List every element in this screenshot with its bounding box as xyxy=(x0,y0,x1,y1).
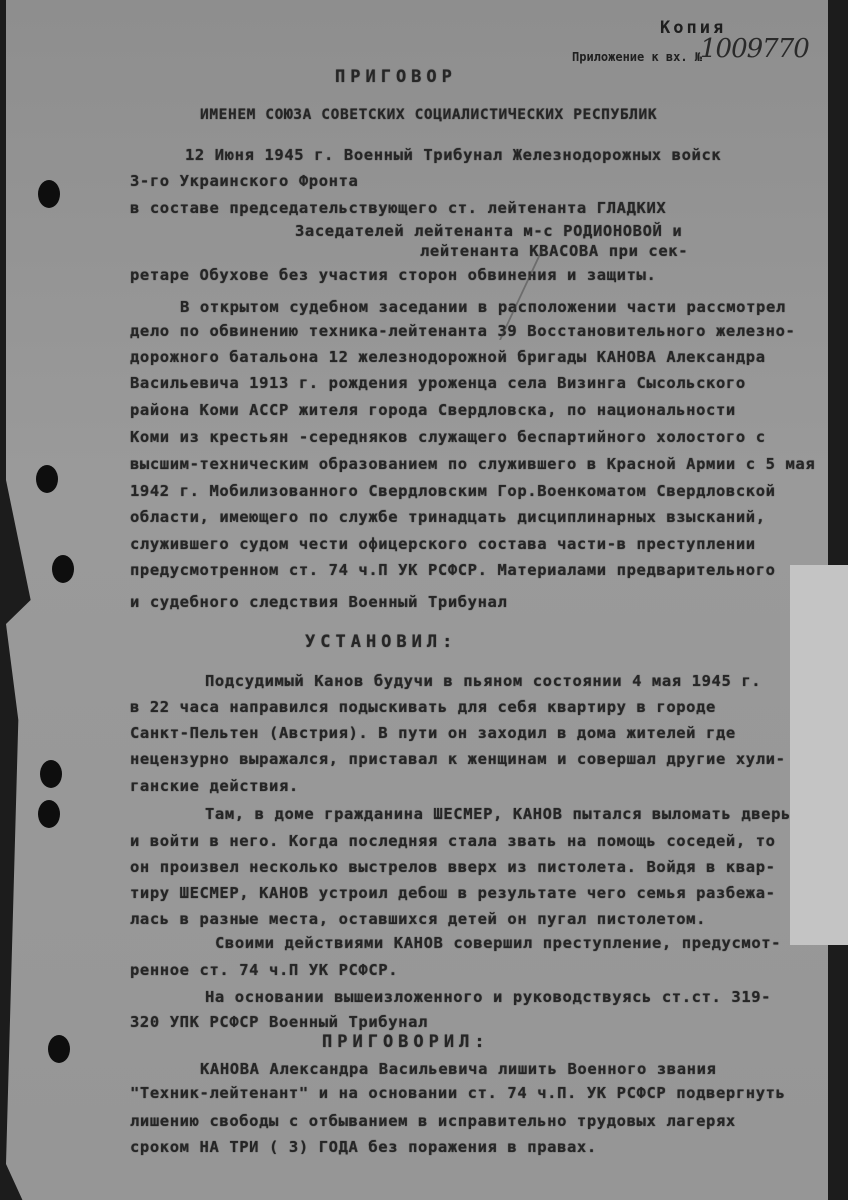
punch-hole xyxy=(48,1035,70,1063)
registration-stamp: Приложение к вх. № xyxy=(572,50,703,64)
text-line: В открытом судебном заседании в расположении части рассмотрел xyxy=(180,298,786,316)
text-line: 320 УПК РСФСР Военный Трибунал xyxy=(130,1013,428,1031)
punch-hole xyxy=(36,465,58,493)
text-line: служившего судом чести офицерского состава части-в преступлении xyxy=(130,535,756,553)
punch-hole xyxy=(52,555,74,583)
text-line: дело по обвинению техника-лейтенанта 39 Восстановительного железно- xyxy=(130,322,796,340)
text-line: "Техник-лейтенант" и на основании ст. 74 ч.П. УК РСФСР подвергнуть xyxy=(130,1084,786,1102)
text-line: 3-го Украинского Фронта xyxy=(130,172,359,190)
text-line: ретаре Обухове без участия сторон обвинения и защиты. xyxy=(130,266,657,284)
text-line: он произвел несколько выстрелов вверх из пистолета. Войдя в квар- xyxy=(130,858,776,876)
document-title: ПРИГОВОР xyxy=(335,67,457,87)
punch-hole xyxy=(38,180,60,208)
text-line: предусмотренном ст. 74 ч.П УК РСФСР. Материалами предварительного xyxy=(130,561,776,579)
text-line: дорожного батальона 12 железнодорожной бригады КАНОВА Александра xyxy=(130,348,766,366)
text-line: КАНОВА Александра Васильевича лишить Военного звания xyxy=(200,1060,717,1078)
text-line: лась в разные места, оставшихся детей он пугал пистолетом. xyxy=(130,910,707,928)
text-line: ренное ст. 74 ч.П УК РСФСР. xyxy=(130,961,399,979)
text-line: лейтенанта КВАСОВА при сек- xyxy=(420,242,689,260)
text-line: Там, в доме гражданина ШЕСМЕР, КАНОВ пытался выломать дверь xyxy=(205,805,791,823)
text-line: области, имеющего по службе тринадцать дисциплинарных взысканий, xyxy=(130,508,766,526)
text-line: высшим-техническим образованием по служившего в Красной Армии с 5 мая xyxy=(130,455,816,473)
text-line: сроком НА ТРИ ( 3) ГОДА без поражения в правах. xyxy=(130,1138,597,1156)
stamp-number: 1009770 xyxy=(700,34,809,64)
punch-hole xyxy=(40,760,62,788)
text-line: Коми из крестьян -середняков служащего беспартийного холостого с xyxy=(130,428,766,446)
text-line: На основании вышеизложенного и руководствуясь ст.ст. 319- xyxy=(205,988,772,1006)
text-line: Васильевича 1913 г. рождения уроженца села Визинга Сысольского xyxy=(130,374,746,392)
text-line: тиру ШЕСМЕР, КАНОВ устроил дебош в результате чего семья разбежа- xyxy=(130,884,776,902)
paper-strip xyxy=(790,565,848,945)
text-line: Заседателей лейтенанта м-с РОДИОНОВОЙ и xyxy=(295,222,683,240)
section-established: УСТАНОВИЛ: xyxy=(305,632,458,652)
text-line: и войти в него. Когда последняя стала звать на помощь соседей, то xyxy=(130,832,776,850)
text-line: Санкт-Пельтен (Австрия). В пути он заходил в дома жителей где xyxy=(130,724,736,742)
text-line: ганские действия. xyxy=(130,777,299,795)
document-subtitle: ИМЕНЕМ СОЮЗА СОВЕТСКИХ СОЦИАЛИСТИЧЕСКИХ РЕСПУБЛИК xyxy=(200,107,658,123)
text-line: и судебного следствия Военный Трибунал xyxy=(130,593,508,611)
text-line: 12 Июня 1945 г. Военный Трибунал Железнодорожных войск xyxy=(185,146,722,164)
text-line: Своими действиями КАНОВ совершил преступление, предусмот- xyxy=(215,934,782,952)
signature-mark xyxy=(499,250,743,340)
text-line: 1942 г. Мобилизованного Свердловским Гор.Военкоматом Свердловской xyxy=(130,482,776,500)
text-line: в составе председательствующего ст. лейтенанта ГЛАДКИХ xyxy=(130,199,667,217)
text-line: района Коми АССР жителя города Свердловска, по национальности xyxy=(130,401,736,419)
punch-hole xyxy=(38,800,60,828)
copy-mark: Копия xyxy=(660,18,727,38)
text-line: нецензурно выражался, приставал к женщинам и совершал другие хули- xyxy=(130,750,786,768)
text-line: лишению свободы с отбыванием в исправительно трудовых лагерях xyxy=(130,1112,736,1130)
text-line: Подсудимый Канов будучи в пьяном состоянии 4 мая 1945 г. xyxy=(205,672,762,690)
section-sentenced: ПРИГОВОРИЛ: xyxy=(322,1032,490,1052)
text-line: в 22 часа направился подыскивать для себя квартиру в городе xyxy=(130,698,716,716)
